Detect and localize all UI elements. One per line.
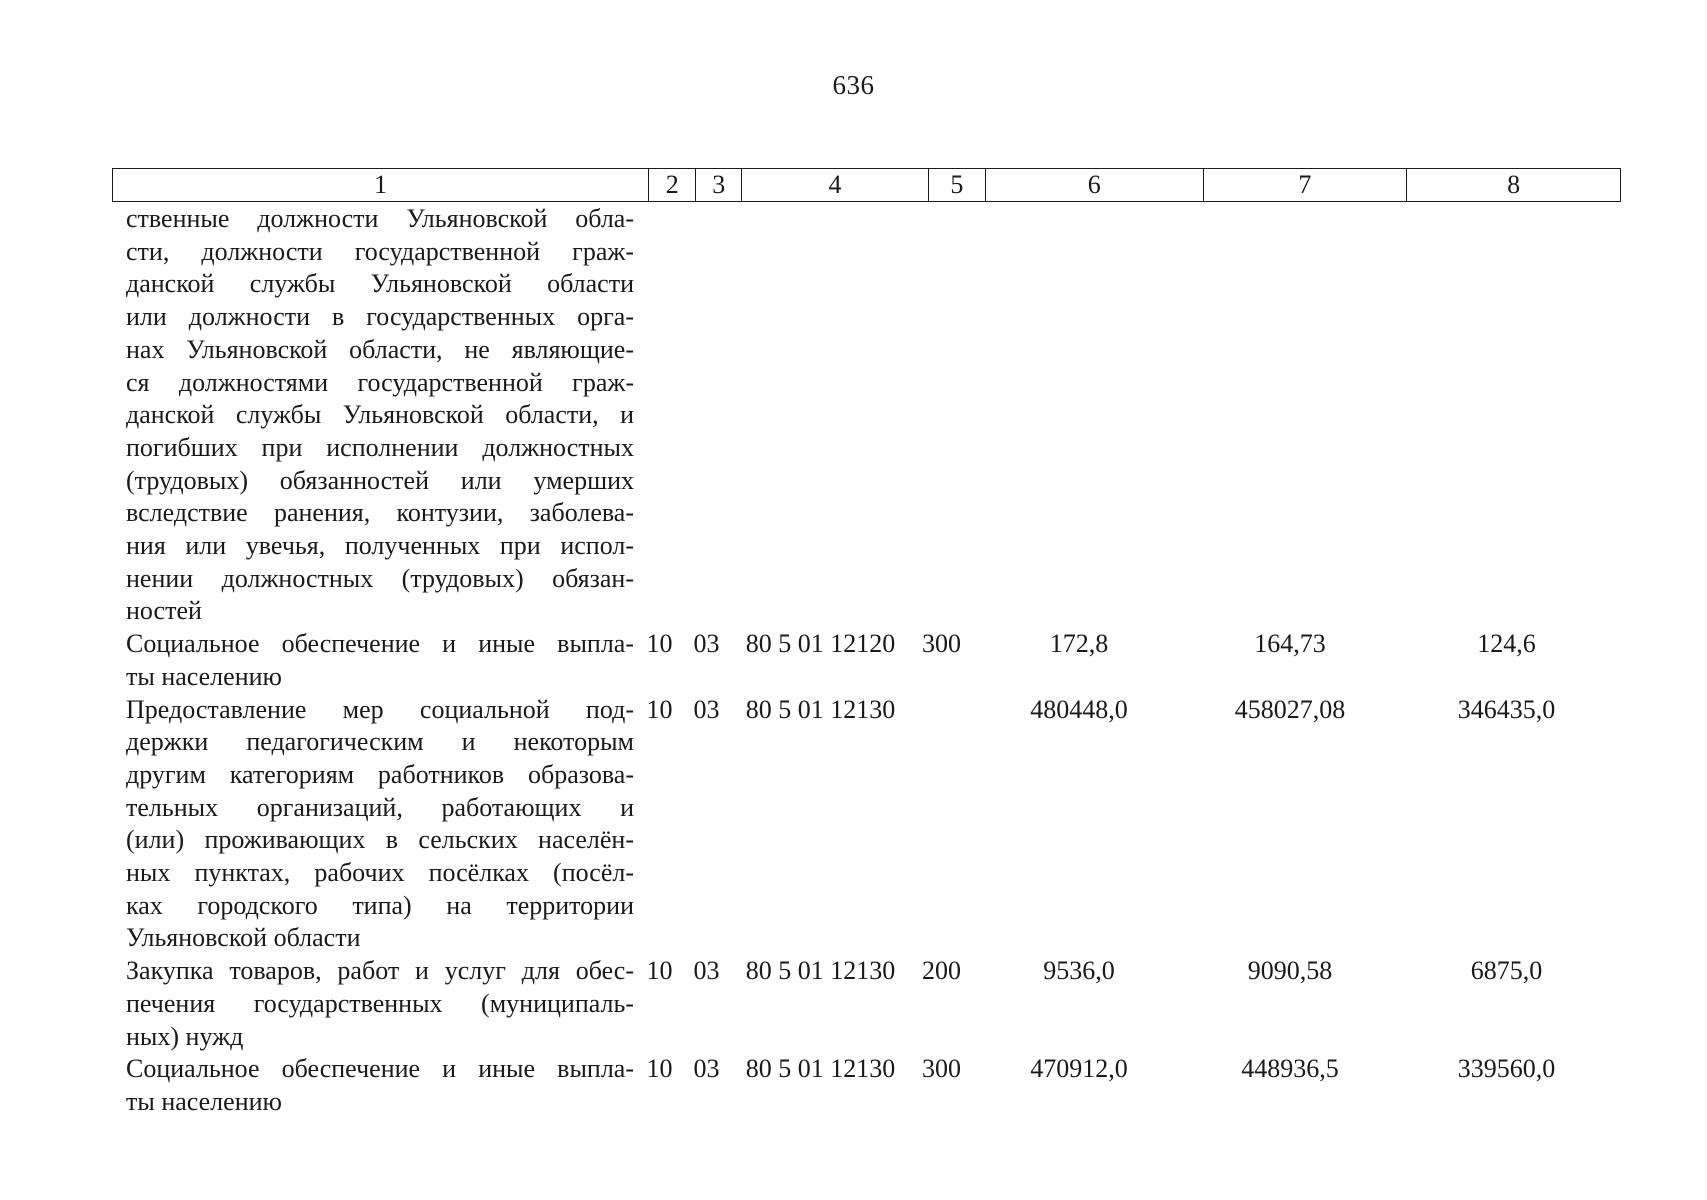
- description-line: Предоставление мер социальной под-: [126, 694, 634, 724]
- description-line: (трудовых) обязанностей или умерших: [126, 465, 634, 495]
- table-row: [112, 203, 1621, 628]
- description-line: тельных организаций, работающих и: [126, 792, 634, 822]
- cell-value-8: 346435,0: [1457, 694, 1556, 724]
- cell-target-article: 80 5 01 12120: [745, 629, 896, 659]
- header-col-7: 7: [1203, 169, 1407, 201]
- header-col-6: 6: [985, 169, 1203, 201]
- description-line: ния или увечья, полученных при испол-: [126, 531, 634, 561]
- description-line: или должности в государственных орга-: [126, 302, 634, 332]
- cell-subsection: 03: [693, 956, 720, 986]
- description-line: Социальное обеспечение и иные выпла-: [126, 629, 634, 659]
- cell-target-article: 80 5 01 12130: [745, 1054, 896, 1084]
- cell-value-7: 9090,58: [1247, 956, 1333, 986]
- cell-expense-type: 200: [922, 956, 961, 986]
- cell-value-6: 172,8: [1049, 629, 1109, 659]
- cell-target-article: 80 5 01 12130: [745, 956, 896, 986]
- description-line: нах Ульяновской области, не являющие-: [126, 334, 634, 364]
- description-line: Закупка товаров, работ и услуг для обес-: [126, 956, 634, 986]
- description-line: ностей: [126, 596, 202, 626]
- description-line: печения государственных (муниципаль-: [126, 988, 634, 1018]
- cell-section: 10: [646, 956, 673, 986]
- table-header: [112, 168, 1621, 202]
- cell-value-6: 9536,0: [1043, 956, 1115, 986]
- description-line: погибших при исполнении должностных: [126, 432, 634, 462]
- cell-description: [112, 694, 634, 956]
- cell-value-6: 480448,0: [1030, 694, 1128, 724]
- cell-subsection: 03: [693, 694, 720, 724]
- cell-subsection: 03: [693, 1054, 720, 1084]
- description-line: (или) проживающих в сельских населён-: [126, 825, 634, 855]
- table-row: [112, 694, 1621, 956]
- description-line: вследствие ранения, контузии, заболева-: [126, 498, 634, 528]
- header-col-2: 2: [648, 169, 695, 201]
- description-line: ты населению: [126, 1086, 282, 1116]
- header-col-8: 8: [1406, 169, 1620, 201]
- table-row: [112, 1053, 1621, 1118]
- description-line: ственные должности Ульяновской обла-: [126, 204, 634, 233]
- header-col-5: 5: [928, 169, 985, 201]
- cell-value-7: 458027,08: [1234, 694, 1346, 724]
- cell-value-7: 448936,5: [1241, 1054, 1339, 1084]
- cell-subsection: 03: [693, 629, 720, 659]
- description-line: данской службы Ульяновской области, и: [126, 400, 634, 430]
- cell-section: 10: [646, 694, 673, 724]
- description-line: ках городского типа) на территории: [126, 890, 634, 920]
- description-line: данской службы Ульяновской области: [126, 269, 634, 299]
- description-line: ных пунктах, рабочих посёлках (посёл-: [126, 858, 634, 888]
- cell-description: [112, 1053, 634, 1118]
- description-line: Социальное обеспечение и иные выпла-: [126, 1054, 634, 1084]
- header-col-1: 1: [374, 170, 388, 199]
- description-line: Ульяновской области: [126, 923, 361, 953]
- cell-description: [112, 203, 634, 628]
- table-row: [112, 628, 1621, 693]
- description-line: ты населению: [126, 661, 282, 691]
- cell-value-8: 6875,0: [1470, 956, 1543, 986]
- description-line: нении должностных (трудовых) обязан-: [126, 563, 634, 593]
- cell-target-article: 80 5 01 12130: [745, 694, 896, 724]
- page-number: 636: [832, 70, 875, 100]
- header-col-4: 4: [741, 169, 928, 201]
- cell-section: 10: [646, 629, 673, 659]
- header-col-3: 3: [695, 169, 741, 201]
- cell-value-8: 124,6: [1477, 629, 1536, 659]
- table-row: [112, 955, 1621, 1053]
- description-line: другим категориям работников образова-: [126, 759, 634, 789]
- cell-section: 10: [646, 1054, 673, 1084]
- cell-value-6: 470912,0: [1030, 1054, 1128, 1084]
- cell-value-8: 339560,0: [1457, 1054, 1556, 1084]
- cell-expense-type: 300: [922, 629, 961, 659]
- description-line: ных) нужд: [126, 1021, 244, 1051]
- cell-value-7: 164,73: [1254, 629, 1326, 659]
- cell-description: [112, 955, 634, 1053]
- description-line: сти, должности государственной граж-: [126, 236, 634, 266]
- cell-description: [112, 628, 634, 693]
- cell-expense-type: 300: [922, 1054, 961, 1084]
- description-line: держки педагогическим и некоторым: [126, 727, 634, 757]
- table-body: [112, 203, 1621, 1119]
- description-line: ся должностями государственной граж-: [126, 367, 634, 397]
